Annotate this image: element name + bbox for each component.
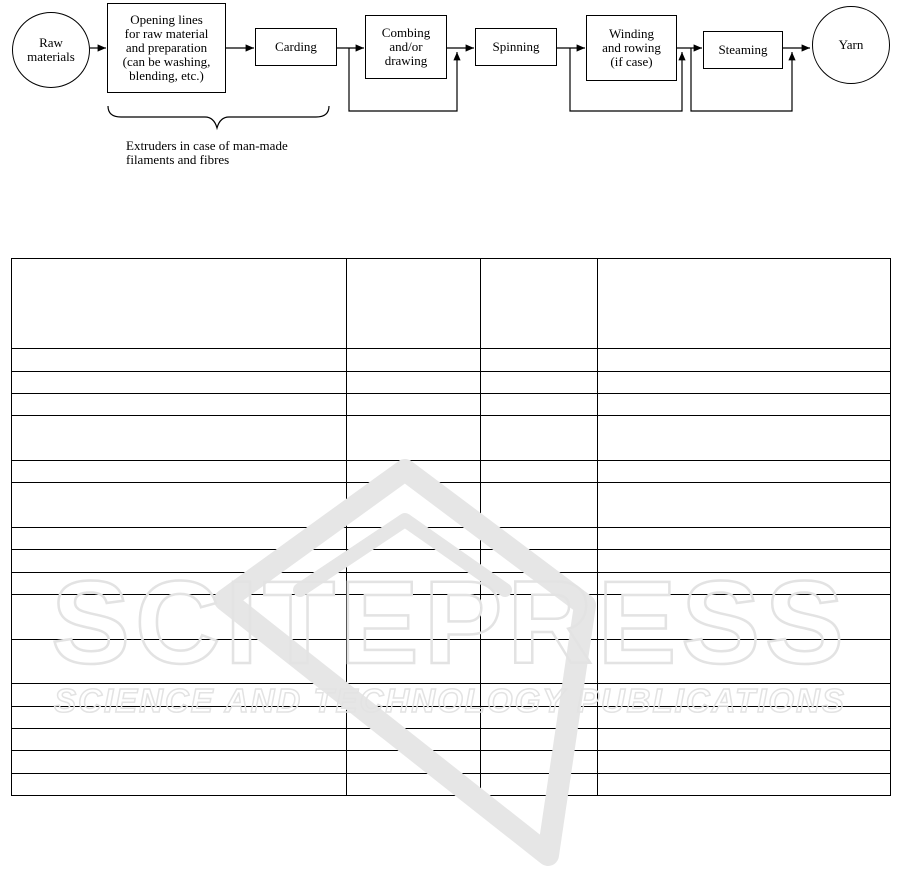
table-row [12, 639, 891, 684]
table-cell [481, 728, 598, 750]
table-cell [598, 394, 891, 416]
table-cell [598, 371, 891, 393]
table-row [12, 550, 891, 572]
table-cell [347, 594, 481, 639]
node-steaming: Steaming [703, 31, 783, 69]
empty-table [11, 258, 891, 796]
table-cell [481, 572, 598, 594]
table-cell [12, 394, 347, 416]
table-cell [347, 706, 481, 728]
table-cell [481, 259, 598, 349]
table-cell [598, 639, 891, 684]
node-spinning: Spinning [475, 28, 557, 66]
table-cell [12, 349, 347, 371]
table-cell [347, 773, 481, 795]
table-cell [347, 416, 481, 461]
table-row [12, 706, 891, 728]
table-cell [598, 773, 891, 795]
table-row [12, 528, 891, 550]
table-cell [347, 461, 481, 483]
table-row [12, 394, 891, 416]
table-cell [12, 572, 347, 594]
table-cell [12, 639, 347, 684]
table-cell [12, 684, 347, 706]
table-cell [481, 550, 598, 572]
table-header-row [12, 259, 891, 349]
table-cell [347, 528, 481, 550]
table-row [12, 461, 891, 483]
table-cell [481, 751, 598, 773]
table-cell [12, 550, 347, 572]
table-cell [347, 550, 481, 572]
process-flow-diagram [0, 0, 901, 180]
table-cell [347, 572, 481, 594]
watermark-sub-text: SCIENCE AND TECHNOLOGY PUBLICATIONS [54, 682, 846, 719]
table-cell [12, 461, 347, 483]
table-cell [12, 773, 347, 795]
table-cell [598, 259, 891, 349]
table-cell [598, 528, 891, 550]
table-cell [481, 483, 598, 528]
node-carding: Carding [255, 28, 337, 66]
node-combing: Combing and/or drawing [365, 15, 447, 79]
table-cell [598, 594, 891, 639]
node-raw-materials: Raw materials [12, 12, 90, 88]
table-row [12, 594, 891, 639]
table-cell [12, 528, 347, 550]
table-cell [12, 483, 347, 528]
table-cell [598, 461, 891, 483]
table-cell [347, 751, 481, 773]
table-row [12, 728, 891, 750]
table-cell [598, 684, 891, 706]
table-row [12, 572, 891, 594]
table-cell [481, 773, 598, 795]
watermark-main-text: SCITEPRESS [51, 557, 849, 689]
table-cell [598, 550, 891, 572]
table-cell [481, 639, 598, 684]
table-cell [598, 572, 891, 594]
table-cell [12, 751, 347, 773]
extruders-note: Extruders in case of man-made filaments and fibres [126, 138, 288, 167]
table-cell [12, 706, 347, 728]
table-cell [481, 684, 598, 706]
table-cell [598, 416, 891, 461]
table-cell [347, 639, 481, 684]
table-cell [347, 394, 481, 416]
table-row [12, 751, 891, 773]
table-cell [12, 416, 347, 461]
table-cell [347, 483, 481, 528]
node-yarn: Yarn [812, 6, 890, 84]
table-cell [12, 371, 347, 393]
table-cell [481, 371, 598, 393]
table-row [12, 416, 891, 461]
node-winding: Winding and rowing (if case) [586, 15, 677, 81]
table-row [12, 773, 891, 795]
table-cell [12, 594, 347, 639]
brace [108, 106, 329, 128]
table-cell [481, 394, 598, 416]
table-cell [598, 728, 891, 750]
table-cell [347, 728, 481, 750]
table-cell [481, 528, 598, 550]
table-cell [598, 751, 891, 773]
table-cell [481, 594, 598, 639]
table-cell [598, 483, 891, 528]
table-cell [347, 259, 481, 349]
table-cell [347, 371, 481, 393]
table-cell [598, 349, 891, 371]
node-opening-lines: Opening lines for raw material and preparation (can be washing, blending, etc.) [107, 3, 226, 93]
table-row [12, 371, 891, 393]
table-cell [481, 349, 598, 371]
table-row [12, 684, 891, 706]
table-cell [598, 706, 891, 728]
table-cell [347, 349, 481, 371]
table-row [12, 483, 891, 528]
table-cell [12, 259, 347, 349]
table-row [12, 349, 891, 371]
table-cell [347, 684, 481, 706]
table-cell [12, 728, 347, 750]
table-cell [481, 416, 598, 461]
table-cell [481, 461, 598, 483]
table-cell [481, 706, 598, 728]
